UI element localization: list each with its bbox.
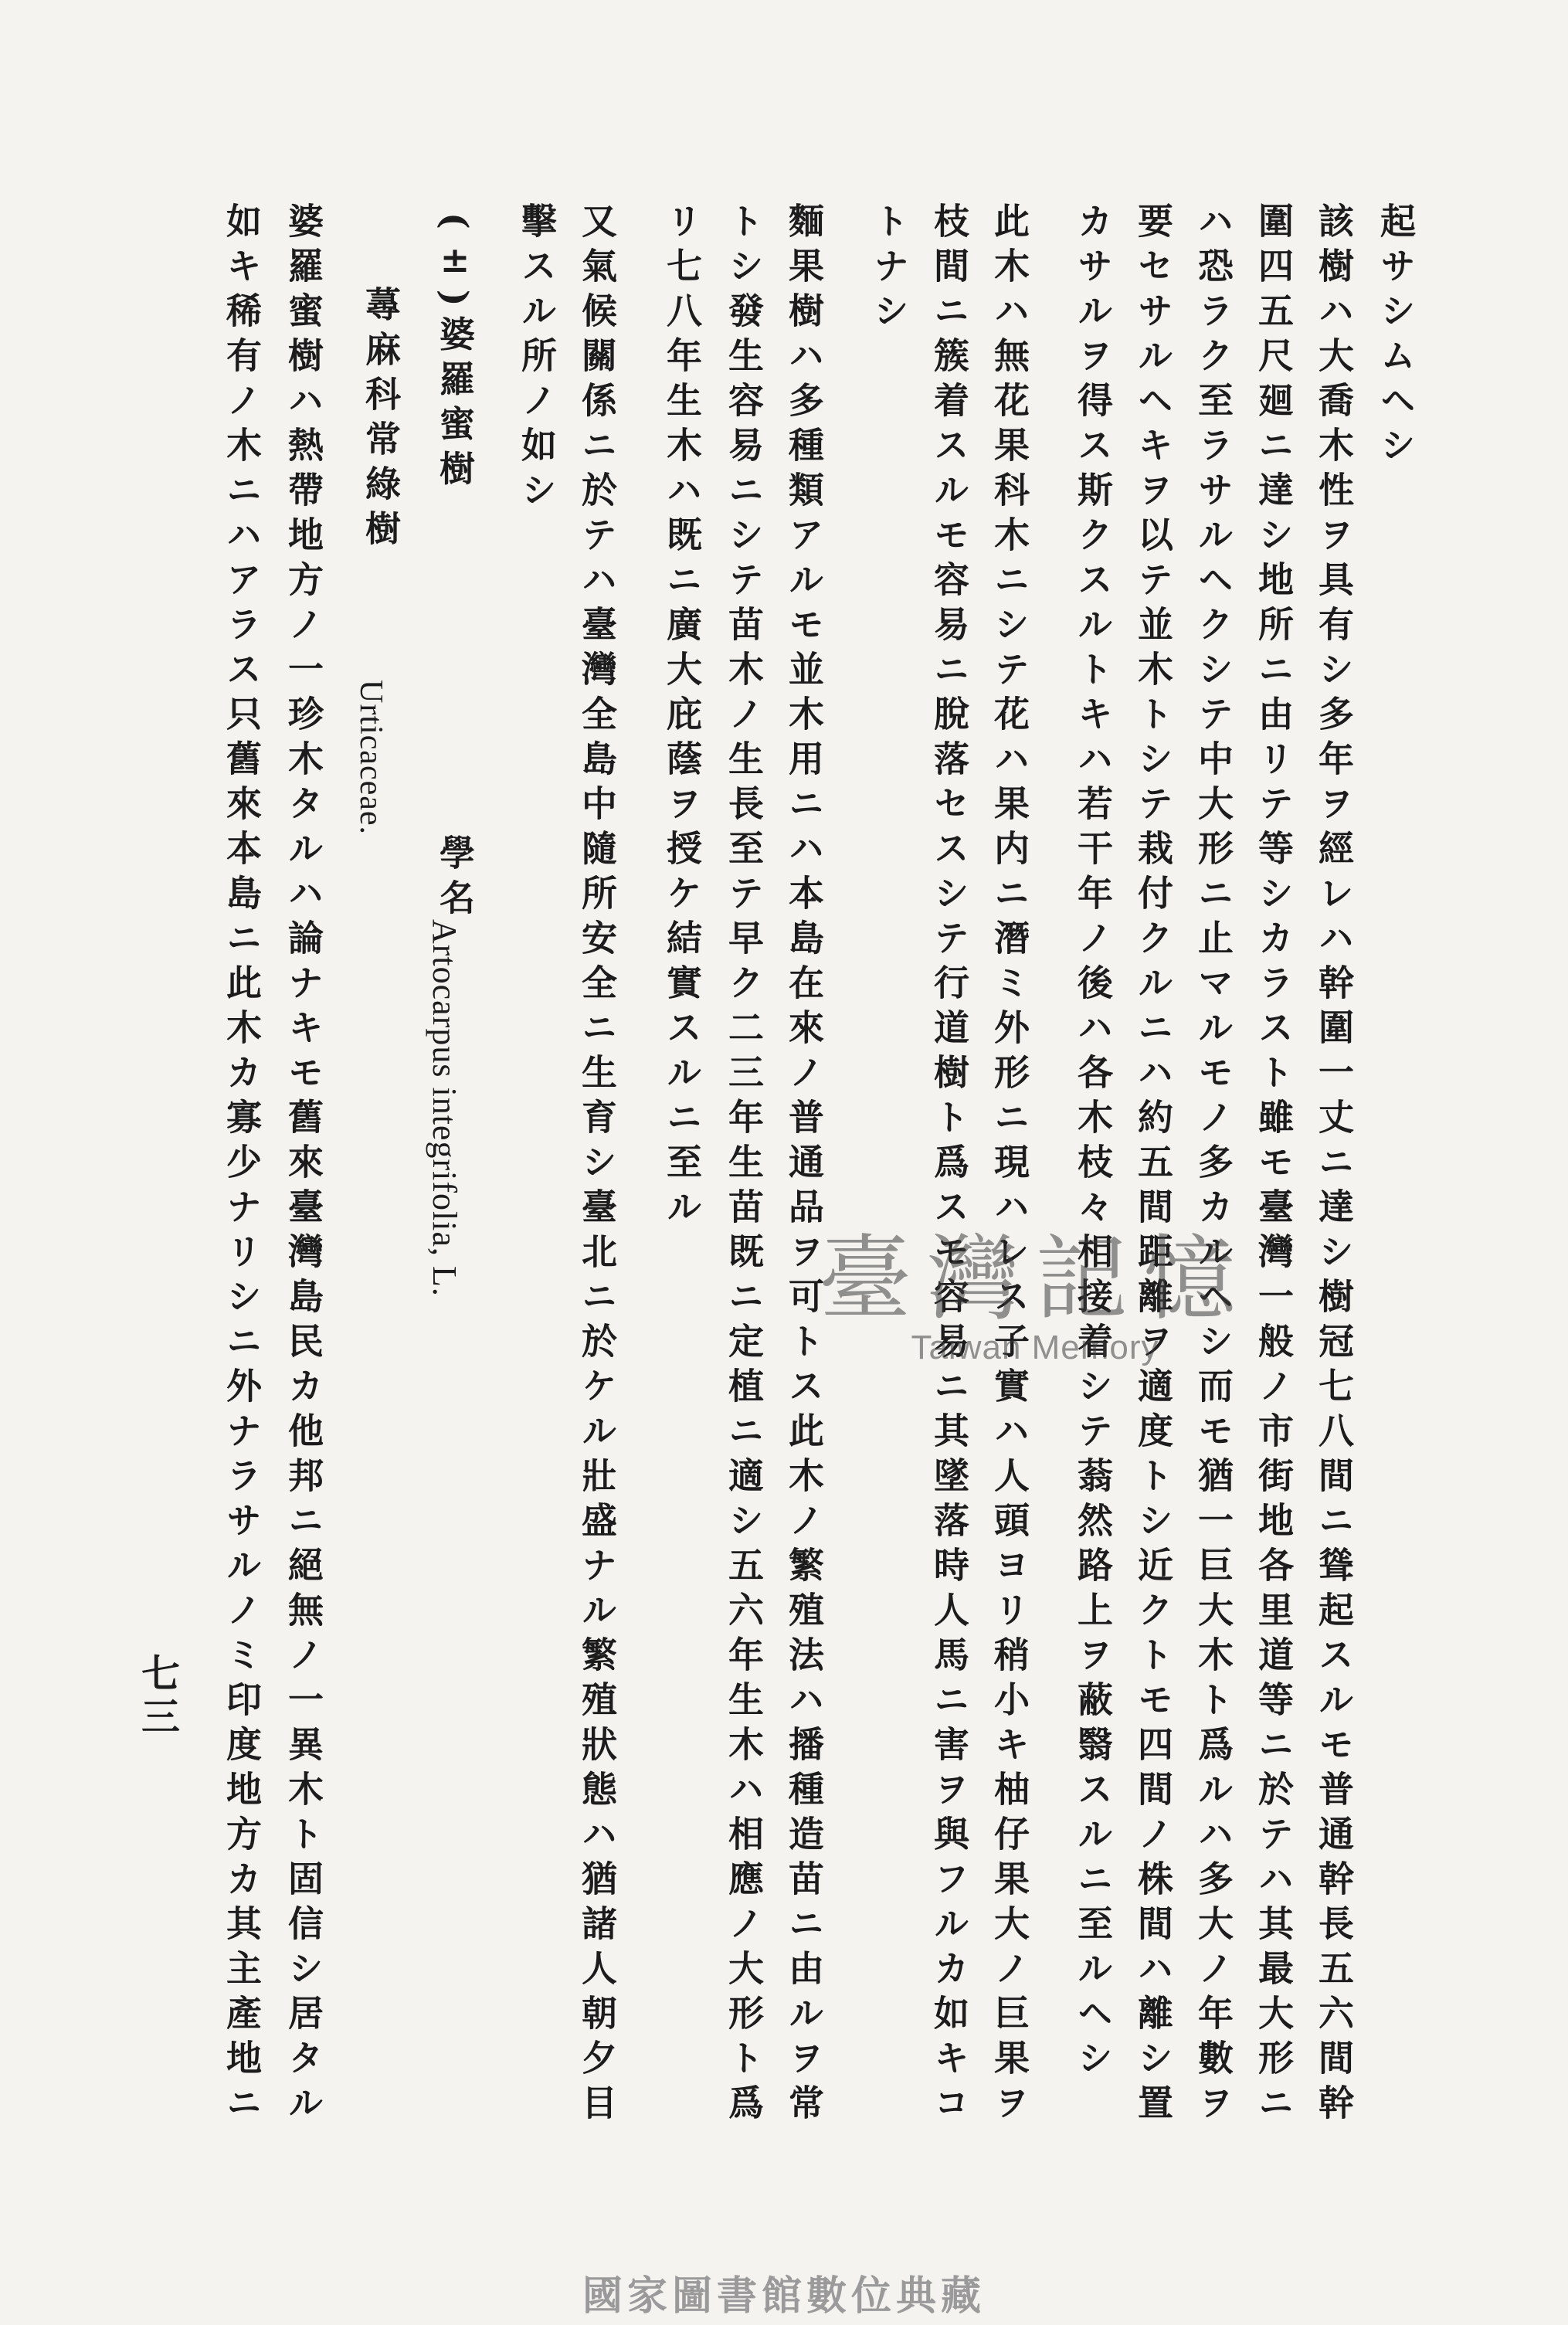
text-column-16: 如キ稀有ノ木ニハアラス只舊來本島ニ此木カ寡少ナリシニ外ナラサルノミ印度地方カ其主產地ニ xyxy=(221,202,263,2129)
text-column-8: 枝間ニ簇着スルモ容易ニ脫落セスシテ行道樹ト爲スモ容易ニ其墜落時人馬ニ害ヲ與フルカ如キコ xyxy=(928,202,970,2129)
text-column-6: カサルヲ得ス斯クスルトキハ若干年ノ後ハ各木枝々相接着シテ蓊然路上ヲ蔽翳スルニ至ルヘシ xyxy=(1072,202,1114,2084)
watermark-title: 臺灣記憶 xyxy=(819,1226,1251,1333)
text-column-14: 擊スル所ノ如シ xyxy=(516,202,558,516)
text-column-3: 圍四五尺廻ニ達シ地所ニ由リテ等シカラスト雖モ臺灣一般ノ市街地各里道等ニ於テハ其最大形ニ xyxy=(1253,202,1295,2129)
watermark-subtitle: Taiwan Memory xyxy=(911,1329,1159,1366)
page-number: 七三 xyxy=(135,1653,181,1740)
text-column-13: 又氣候關係ニ於テハ臺灣全島中隨所安全ニ生育シ臺北ニ於ケル壯盛ナル繁殖狀態ハ猶諸人朝夕目 xyxy=(576,202,618,2129)
text-column-4: ハ恐ラク至ラサルヘクシテ中大形ニ止マルモノ多カルヘシ而モ猶一巨大木ト爲ルハ多大ノ年數ヲ xyxy=(1193,202,1234,2129)
entry-name: 婆羅蜜樹 xyxy=(434,315,476,495)
family-latin: Urticaceae. xyxy=(353,680,389,836)
entry-number: (±) xyxy=(434,212,476,316)
text-column-5: 要セサルヘキヲ以テ並木トシテ栽付クルニハ約五間距離ヲ適度トシ近クトモ四間ノ株間ハ離シ置 xyxy=(1132,202,1174,2129)
text-column-1: 起サシムヘシ xyxy=(1375,202,1417,471)
text-column-15: 婆羅蜜樹ハ熱帶地方ノ一珍木タルハ論ナキモ舊來臺灣島民カ他邦ニ絕無ノ一異木ト固信シ居タル xyxy=(283,202,324,2129)
footer-archive-label: 國家圖書館數位典藏 xyxy=(582,2273,986,2320)
family-japanese: 蕁麻科常綠樹 xyxy=(360,286,402,555)
text-column-9: トナシ xyxy=(868,202,910,337)
text-column-7: 此木ハ無花果科木ニシテ花ハ果内ニ潛ミ外形ニ現ハレス子實ハ人頭ヨリ稍小キ柚仔果大ノ巨果ヲ xyxy=(989,202,1030,2129)
scientific-label: 學名 xyxy=(434,834,476,924)
scientific-name: Artocarpus integrifolia, L. xyxy=(426,919,463,1297)
text-column-2: 該樹ハ大喬木性ヲ具有シ多年ヲ經レハ幹圍一丈ニ達シ樹冠七八間ニ聳起スルモ普通幹長五六間幹 xyxy=(1313,202,1355,2129)
text-column-11: トシ發生容易ニシテ苗木ノ生長至テ早ク二三年生苗既ニ定植ニ適シ五六年生木ハ相應ノ大形ト爲 xyxy=(723,202,765,2129)
text-column-12: リ七八年生木ハ既ニ廣大庇蔭ヲ授ケ結實スルニ至ル xyxy=(661,202,703,1233)
text-column-10: 麵果樹ハ多種類アルモ並木用ニハ本島在來ノ普通品ヲ可トス此木ノ繁殖法ハ播種造苗ニ由ルヲ常 xyxy=(783,202,825,2129)
